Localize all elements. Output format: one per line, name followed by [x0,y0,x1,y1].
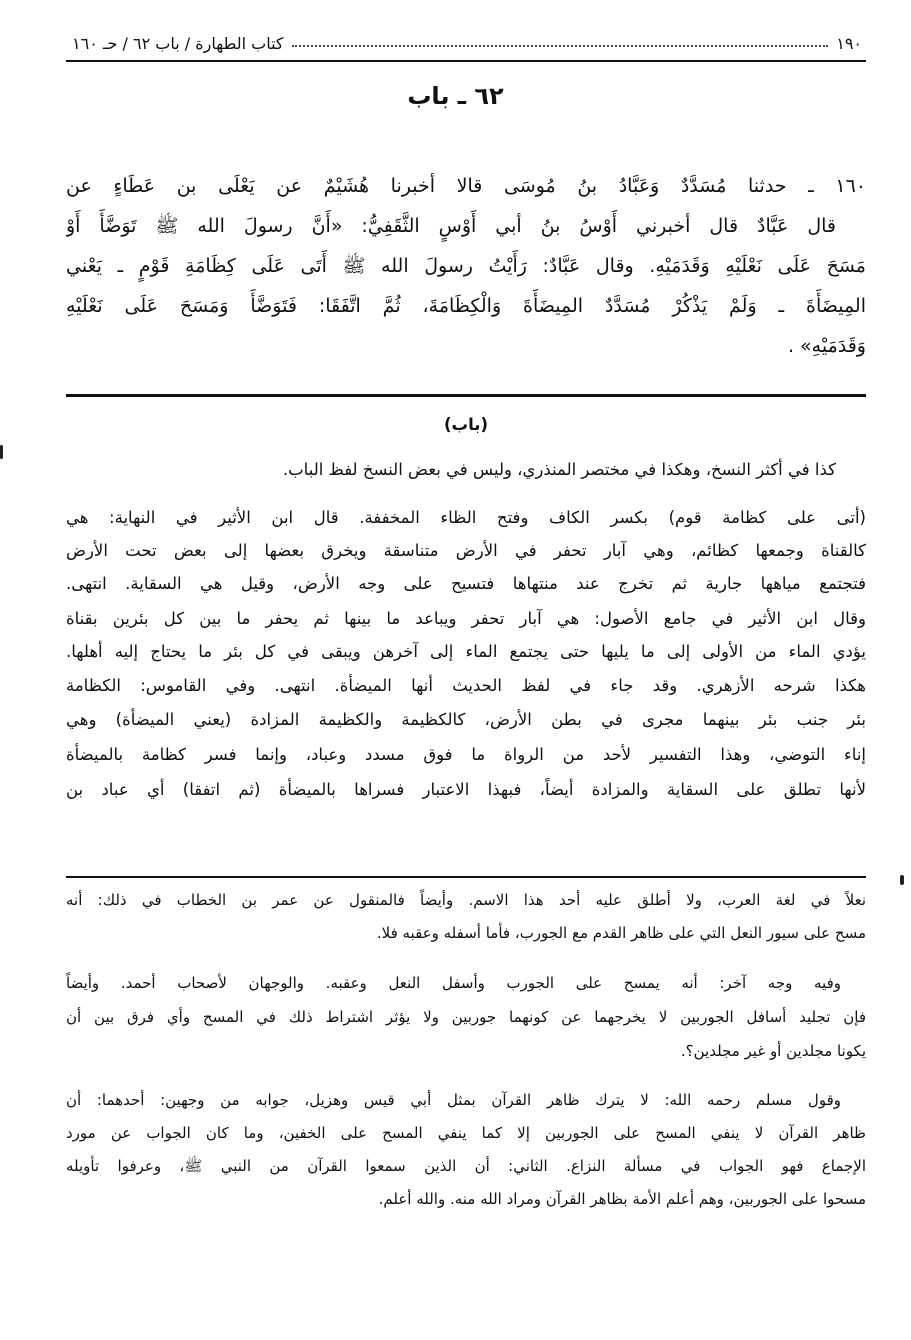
running-title: كتاب الطهارة / باب ٦٢ / حـ ١٦٠ [72,34,284,53]
footnote-line: مسحوا على الجوربين، وهم أعلم الأمة بظاهر القرآن ومراد الله منه. والله أعلم. [378,1190,866,1208]
footnote-line: وفيه وجه آخر: أنه يمسح على الجورب وأسفل النعل وعقبه. والوجهان لأصحاب أحمد. وأيضاً [66,974,841,992]
footnote-rule [66,876,866,878]
hadith-line: قال عَبَّادٌ قال أخبرني أَوْسُ بنُ أبي أَوْسٍ الثَّقَفِيُّ: «أَنَّ رسولَ الله ﷺ تَوَضَّأَ أَوْ [66,215,836,237]
scan-mark [0,445,3,459]
page-number: ١٩٠ [836,34,862,53]
chapter-title: ٦٢ ـ باب [407,82,504,110]
footnote-line: ظاهر القرآن لا ينفي المسح على الجوربين إلا كما ينفي المسح على الخفين، وما كان الجواب عن مورد [66,1124,866,1142]
footnote-line: يكونا مجلدين أو غير مجلدين؟. [680,1042,866,1060]
hadith-line: وَقَدَمَيْهِ» . [787,335,866,357]
commentary-line: يؤدي الماء من الأولى إلى ما يليها حتى يجتمع الماء إلى آخرهن ويبقى في كل بئر ما يحتاج إليه أهلها. [66,642,866,661]
scan-mark [900,875,904,885]
hadith-line: المِيضَأَةَ ـ وَلَمْ يَذْكُرْ مُسَدَّدٌ المِيضَأَةَ وَالْكِظَامَةَ، ثُمَّ اتَّفَقَا: فَتَوَضَّأَ وَمَسَحَ عَلَى نَعْلَيْهِ [66,295,866,317]
commentary-line: إناء التوضي، وهذا التفسير لأحد من الرواة ما فوق مسدد وعباد، وإنما فسر كظامة بالميضأة [66,745,866,764]
commentary-line: فتجتمع مياهها جارية ثم تخرج عند منتهاها فتسيح على وجه الأرض، وقيل هي السقاية. انتهى. [66,574,866,593]
commentary-line: بئر جنب بئر بينهما مجرى في بطن الأرض، كالكظيمة والكظيمة المزادة (يعني الميضأة) وهي [66,710,866,729]
hadith-line: ١٦٠ ـ حدثنا مُسَدَّدٌ وَعَبَّادُ بنُ مُوسَى قالا أخبرنا هُشَيْمٌ عن يَعْلَى بن عَطَاءٍ عن [66,175,866,197]
header-dots [292,34,829,47]
commentary-line: (أتى على كظامة قوم) بكسر الكاف وفتح الظاء المخففة. قال ابن الأثير في النهاية: هي [66,508,866,527]
running-header [72,34,862,53]
footnote-line: الإجماع فهو الجواب في مسألة النزاع. الثاني: أن الذين سمعوا القرآن من النبي ﷺ، وعرفوا تأويله [66,1157,866,1175]
commentary-line: وقال ابن الأثير في جامع الأصول: هي آبار تحفر ويباعد ما بينها ثم يحفر ما بين كل بئرين بقناة [66,609,866,628]
commentary-heading: (باب) [443,415,489,434]
section-rule [66,394,866,397]
footnote-line: وقول مسلم رحمه الله: لا يترك ظاهر القرآن بمثل أبي قيس وهزيل، جوابه من وجهين: أحدهما: أن [66,1091,841,1109]
header-rule [66,60,866,62]
footnote-line: نعلاً في لغة العرب، ولا أطلق عليه أحد هذا الاسم. وأيضاً فالمنقول عن عمر بن الخطاب في ذلك: أنه [66,891,866,909]
commentary-line: كالقناة وجمعها كظائم، وهي آبار تحفر في الأرض متناسقة ويخرق بعضها إلى بعض تحت الأرض [66,541,866,560]
commentary-line: لأنها تطلق على السقاية والمزادة أيضاً، فبهذا الاعتبار فسراها بالميضأة (ثم اتفقا) أي عباد بن [66,780,866,799]
commentary-line: كذا في أكثر النسخ، وهكذا في مختصر المنذري، وليس في بعض النسخ لفظ الباب. [282,460,836,479]
footnote-line: مسح على سيور النعل التي على ظاهر القدم مع الجورب، فأما أسفله وعقبه فلا. [376,924,866,942]
commentary-line: هكذا شرحه الأزهري. وقد جاء في لفظ الحديث أنها الميضأة. انتهى. وفي القاموس: الكظامة [66,676,866,695]
hadith-line: مَسَحَ عَلَى نَعْلَيْهِ وَقَدَمَيْهِ. وقال عَبَّادٌ: رَأَيْتُ رسولَ الله ﷺ أَتَى عَلَى كِظَامَةِ قَوْمٍ ـ يَعْني [66,255,866,277]
footnote-line: فإن تجليد أسافل الجوربين لا يخرجهما عن كونهما جوربين ولا يؤثر اشتراط ذلك في المسح وأي فرق بين أن [66,1008,866,1026]
